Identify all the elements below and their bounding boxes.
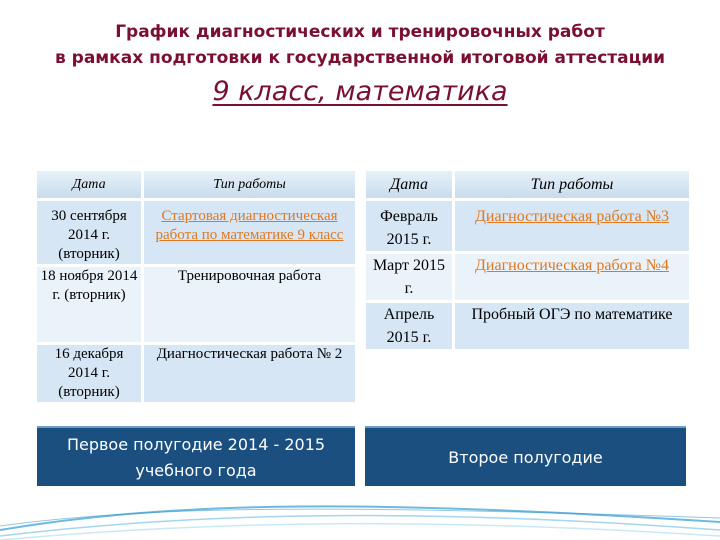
table-header-row: [366, 171, 689, 198]
title-line-3: [0, 76, 720, 107]
subject-title: 9 класс, математика: [212, 76, 508, 107]
title-line-2: в рамках подготовки к государственной итоговой аттестации: [54, 48, 666, 68]
row-date: 16 декабря 2014 г. (вторник): [37, 345, 141, 402]
decorative-swirl: [0, 460, 720, 540]
row-date: Февраль 2015 г.: [366, 201, 452, 251]
table-row: [366, 303, 689, 349]
table-row: [366, 201, 689, 251]
row-date: 18 ноября 2014 г. (вторник): [37, 267, 141, 342]
column-header-date: Дата: [366, 171, 452, 198]
first-half-label: Первое полугодие 2014 - 2015 учебного года: [37, 426, 355, 486]
row-date: Март 2015 г.: [366, 254, 452, 300]
row-type: Тренировочная работа: [144, 267, 355, 342]
row-type: Диагностическая работа № 2: [144, 345, 355, 402]
table-row: [37, 345, 355, 402]
row-type[interactable]: [144, 201, 355, 264]
second-half-schedule-table: [363, 168, 692, 352]
work-link[interactable]: Диагностическая работа №3: [475, 208, 669, 225]
row-type: Пробный ОГЭ по математике: [455, 303, 689, 349]
title-line-1: График диагностических и тренировочных работ: [115, 22, 605, 42]
row-type[interactable]: [455, 254, 689, 300]
row-date: 30 сентября 2014 г. (вторник): [37, 201, 141, 264]
column-header-type: Тип работы: [144, 171, 355, 198]
work-link[interactable]: Стартовая диагностическая работа по математике 9 класс: [155, 208, 344, 243]
column-header-date: Дата: [37, 171, 141, 198]
table-row: [37, 267, 355, 342]
work-link[interactable]: Диагностическая работа №4: [475, 257, 669, 274]
second-half-label: Второе полугодие: [365, 426, 686, 486]
row-type[interactable]: [455, 201, 689, 251]
column-header-type: Тип работы: [455, 171, 689, 198]
first-half-schedule-table: [34, 168, 358, 405]
table-row: [37, 201, 355, 264]
table-row: [366, 254, 689, 300]
table-header-row: [37, 171, 355, 198]
row-date: Апрель 2015 г.: [366, 303, 452, 349]
